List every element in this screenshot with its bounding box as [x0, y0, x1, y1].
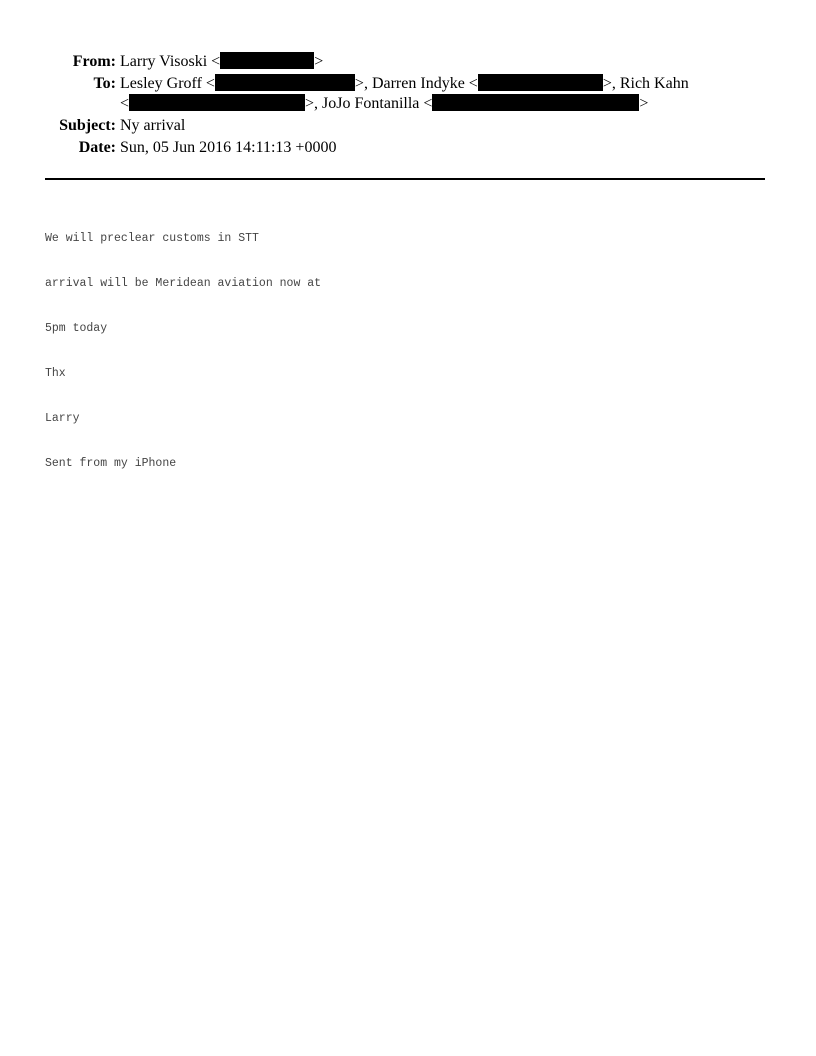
date-row	[0, 138, 816, 158]
subject-row	[0, 116, 816, 136]
body-line: arrival will be Meridean aviation now at	[45, 277, 322, 290]
redaction-block	[215, 74, 355, 91]
to-recipient-1: Lesley Groff <	[120, 75, 215, 92]
to-open-3: <	[120, 95, 130, 112]
from-label: From:	[72, 53, 116, 70]
to-recipient-4: >, JoJo Fontanilla <	[305, 95, 433, 112]
body-line: Larry	[45, 412, 80, 425]
subject-label: Subject:	[59, 117, 116, 134]
to-recipient-2: >, Darren Indyke <	[354, 75, 478, 92]
redaction-block	[432, 94, 639, 111]
body-line: We will preclear customs in STT	[45, 232, 259, 245]
email-header	[0, 52, 816, 160]
to-row	[0, 74, 816, 114]
body-line: 5pm today	[45, 322, 108, 335]
redaction-block	[478, 74, 603, 91]
to-recipient-3: >, Rich Kahn	[602, 75, 689, 92]
body-line: Sent from my iPhone	[45, 457, 177, 470]
date-value: Sun, 05 Jun 2016 14:11:13 +0000	[120, 139, 337, 156]
from-close: >	[314, 53, 324, 70]
email-body	[45, 201, 321, 486]
to-label: To:	[93, 75, 116, 92]
body-line: Thx	[45, 367, 66, 380]
header-divider	[45, 178, 765, 180]
redaction-block	[129, 94, 305, 111]
redaction-block	[220, 52, 314, 69]
from-name: Larry Visoski <	[120, 53, 221, 70]
to-close-4: >	[639, 95, 649, 112]
date-label: Date:	[78, 139, 116, 156]
subject-value: Ny arrival	[120, 117, 186, 134]
from-row	[0, 52, 816, 72]
